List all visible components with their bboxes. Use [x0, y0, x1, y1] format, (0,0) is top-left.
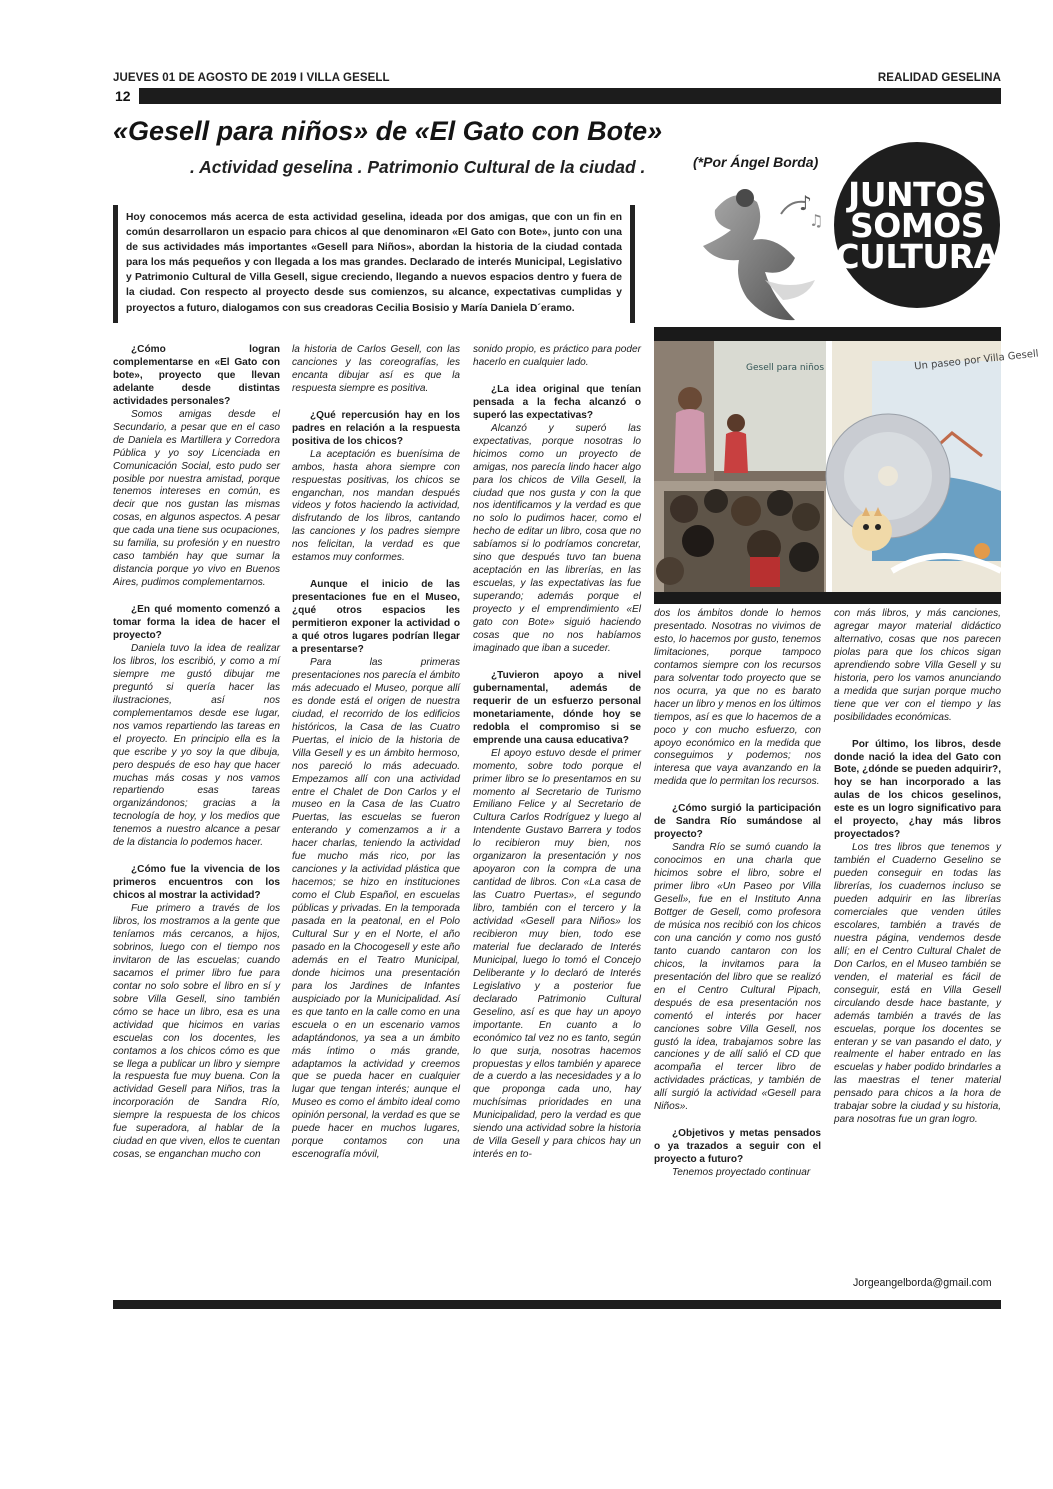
- answer-expectativas: Alcanzó y superó las expectativas, porque nosotras lo hicimos como un proyecto de amigas, nos parecía lindo hacer algo para los chicos de Villa Gesell, la ciudad que nos gusta y con la que nos identificamos y la verdad es que no solo lo pudimos hacer, como el hecho de editar un libro, cosa que no sabíamos si lo podríamos concretar, sino que después tuvo tan buena aceptación en las librerías, en las escuelas, y las expectativas las fue superando; además porque el proyecto y el emprendimiento «El gato con Bote» siguió haciendo cosas que no nos habíamos imaginado que iban a suceder.: [473, 422, 641, 654]
- question-expectativas: ¿La idea original que tenían pensada a la fecha alcanzó o superó las expectativas?: [473, 383, 641, 421]
- page-number-bar: [113, 88, 1001, 104]
- badge-line-1: JUNTOS: [847, 174, 987, 214]
- question-espacios: Aunque el inicio de las presentaciones fue en el Museo, ¿qué otros espacios les permitieron exponer la actividad o a qué otros lugares podrían llegar a presentarse?: [292, 579, 460, 656]
- page-number: 12: [113, 88, 139, 104]
- photo-top-bar: [654, 327, 1001, 341]
- article-column-5: [834, 608, 1001, 1127]
- answer-complementarse: Somos amigas desde el Secundario, a pesar que en el caso de Daniela es Martillera y Corredora Pública y yo soy Licenciada en Comunicación Social, esto pudo ser posible por nuestra amistad, porque tenemos intereses en común, es decir que nos gustan las mismas cosas, en algunos aspectos. A pesar que cada una tiene sus ocupaciones, su familia, su profesión y en nuestro caso también hay que sumar la distancia porque yo vivo en Buenos Aires, pudimos complementarnos.: [113, 408, 280, 589]
- answer-idea-proyecto: Daniela tuvo la idea de realizar los libros, los escribió, y como a mí siempre me gustó dibujar me preguntó si quería hacer las ilustraciones, así nos complementamos desde ese lugar, nos vamos repartiendo las tareas en el proyecto. En principio ella es la que escribe y yo soy la que dibuja, pero después de eso hay que hacer muchas más cosas y nos vamos repartiendo esas tareas organizándonos; gracias a la tecnología de hoy, y los medios que tenemos a nuestro alcance a pesar de la distancia lo podemos hacer.: [113, 642, 280, 849]
- dancer-illustration: [695, 180, 835, 330]
- photo1-banner-text: Gesell para niños: [746, 363, 825, 373]
- answer-sandra-rio: Sandra Río se sumó cuando la conocimos en una charla que hicimos sobre el libro, sobre el primer libro «Un Paseo por Villa Gesell», fue en el Instituto Anna Bottger de Gesell, como profesora de música nos recibió con los chicos con una canción y como nos gustó tanto cuando cantaron con los chicos, la invitamos para la presentación del libro que se realizó en el Centro Cultural Pipach, después de esa presentación nos comentó el interés por hacer canciones sobre Villa Gesell, nos gustó la idea, trabajamos sobre las canciones y de allí salió el CD que acompaña el tercer libro de actividades prácticas, y también de allí surgió la actividad «Gesell para Niños».: [654, 842, 821, 1113]
- answer-apoyo-gubernamental: El apoyo estuvo desde el primer momento, sobre todo porque el primer libro se lo presentamos en su momento al Secretario de Turismo Emiliano Felice y al Secretario de Cultura Carlos Rodríguez y luego al Intendente Gustavo Barrera y todos lo recibieron muy bien, nos organizaron la presentación y nos apoyaron con la compra de una cantidad de libros. Con «La casa de las Cuatro Puertas», el segundo libro, también con el tercero y la actividad «Gesell para Niños» los recibieron muy bien, todo ese material fue declarado de Interés Municipal, luego lo tomó el Concejo Deliberante y lo declaró de Interés Legislativo y a posterior fue declarado Patrimonio Cultural Geselino, así es que hay un apoyo importante. En cuanto a lo económico tal vez no es tanto, según lo que surja, nosotras hacemos propuestas y ellos también y aparece de a cuerdo a las necesidades y a lo que proponga cada uno, hay muchísimas prioridades en una Municipalidad, pero la verdad es que siendo una actividad sobre la historia de Villa Gesell y para chicos hay un interés en to-: [473, 747, 641, 1161]
- article-column-3: [473, 344, 641, 1162]
- answer-espacios: Para las primeras presentaciones nos parecía el ámbito más adecuado el Museo, porque allí es donde está el origen de nuestra ciudad, el recorrido de los edificios históricos, la Casa de las Cuatro Puertas, el inicio de la historia de Villa Gesell y es un ámbito hermoso, nos pareció lo más adecuado. Empezamos allí con una actividad entre el Chalet de Don Carlos y el museo en la Casa de las Cuatro Puertas, las escuelas se fueron enterando y comenzamos a ir a hacer charlas, teniendo la actividad fue mucho más rico, por las canciones y la actividad plástica que hacemos; se hizo en instituciones como el Club Español, en escuelas públicas y privadas. En la temporada pasada en la peatonal, en el Polo Cultural Sur y en el Norte, el año pasado en la Chocogesell y este año además en el Teatro Municipal, donde hicimos una presentación para los Jardines de Infantes auspiciado por la Municipalidad. Así es que tanto en la calle como en una escuela o en un escenario vamos adaptándonos, ya sea a un ámbito más íntimo o más grande, adaptamos la actividad y creemos que se pueda hacer en cualquier lugar que tengan interés; aunque el Museo es como el ámbito ideal como opinión personal, la verdad es que se puede hacer en muchos lugares, porque contamos con una escenografía móvil,: [292, 656, 460, 1161]
- article-column-2: [292, 344, 460, 1162]
- svg-text:♫: ♫: [809, 211, 824, 230]
- article-byline: (*Por Ángel Borda): [693, 154, 819, 170]
- intro-box: [113, 205, 635, 323]
- juntos-somos-cultura-badge: [834, 142, 1000, 308]
- question-repercusion-padres: ¿Qué repercusión hay en los padres en relación a la respuesta positiva de los chicos?: [292, 409, 460, 447]
- footer-bar: [113, 1300, 1001, 1309]
- answer-continued: con más libros, y más canciones, agregar mayor material didáctico alternativo, cosas que nos parecen piolas para que los chicos sigan aprendiendo sobre Villa Gesell y su historia, pero los vamos anunciando a medida que surjan porque mucho tiene que ver con el tiempo y las posibilidades económicas.: [834, 608, 1001, 723]
- header-date-place: JUEVES 01 DE AGOSTO DE 2019 I VILLA GESELL: [113, 72, 390, 84]
- photo2-book-title: Un paseo por Villa Gesell: [913, 348, 1040, 373]
- article-column-4: [654, 608, 821, 1180]
- question-complementarse: ¿Cómo logran complementarse en «El Gato con bote», proyecto que llevan adelante desde distintas actividades personales?: [113, 344, 280, 407]
- answer-libros: Los tres libros que tenemos y también el Cuaderno Geselino se pueden conseguir en todas las librerías, los cuadernos incluso se pueden adquirir en las librerías comerciales que venden útiles escolares, también a través de nuestra página, vendemos desde allí; en el Centro Cultural Chalet de Don Carlos, en el Museo también se venden, el material es fácil de conseguir, está en Villa Gesell circulando desde hace bastante, y además también a través de las escuelas, porque los docentes se enteran y se van pasando el dato, y realmente el haber entrado en las escuelas y haber podido brindarles a las maestras el tener material pensado para chicos a la hora de trabajar sobre la ciudad y su historia, para nosotras fue un gran logro.: [834, 842, 1001, 1126]
- question-objetivos: ¿Objetivos y metas pensados o ya trazados a seguir con el proyecto a futuro?: [654, 1128, 821, 1166]
- photo-book-cd: [832, 341, 1040, 592]
- author-email: Jorgeangelborda@gmail.com: [853, 1277, 992, 1289]
- badge-line-3: CULTURA: [835, 236, 999, 276]
- article-title: «Gesell para niños» de «El Gato con Bote»: [113, 116, 663, 146]
- question-libros: Por último, los libros, desde donde nació la idea del Gato con Bote, ¿dónde se pueden adquirir?, hoy se han incorporado a las aulas de los chicos geselinos, este es un logro significativo para el proyecto, ¿hay más libros proyectados?: [834, 738, 1001, 841]
- photo-bottom-bar: [654, 592, 1001, 604]
- answer-continued: sonido propio, es práctico para poder hacerlo en cualquier lado.: [473, 344, 641, 368]
- answer-continued: dos los ámbitos donde lo hemos presentado. Nosotras no vivimos de esto, lo hacemos por gusto, tenemos limitaciones, porque tampoco contamos siempre con los recursos para solventar todo proyecto que se nos ocurra, ya que no es barato hacer un libro y menos en los últimos tiempos, así es que lo hacemos de a poco y con mucho esfuerzo, con apoyo económico en la medida que conseguimos y podemos; nos interesa que vaya avanzando en la medida que lo permitan los recursos.: [654, 608, 821, 788]
- article-column-1: [113, 344, 280, 1162]
- article-subtitle: . Actividad geselina . Patrimonio Cultural de la ciudad .: [190, 157, 646, 177]
- question-apoyo-gubernamental: ¿Tuvieron apoyo a nivel gubernamental, además de requerir de un esfuerzo personal monetariamente, dónde hoy se redobla el compromiso si se emprende una causa educativa?: [473, 669, 641, 746]
- question-idea-proyecto: ¿En qué momento comenzó a tomar forma la idea de hacer el proyecto?: [113, 604, 280, 642]
- answer-objetivos: Tenemos proyectado continuar: [672, 1167, 811, 1179]
- intro-text: Hoy conocemos más acerca de esta actividad geselina, ideada por dos amigas, que con un fin en común desarrollaron un espacio para chicos al que denominaron «El Gato con Bote», junto con una de sus actividades más importantes «Gesell para Niños», abordan la historia de la ciudad contada para los más pequeños y con llegada a los mas grandes. Declarado de interés Municipal, Legislativo y Patrimonio Cultural de Villa Gesell, sigue creciendo, llegando a nuevos espacios dentro y fuera de la ciudad. Con respecto al proyecto desde sus comienzos, su alcance, expectativas cumplidas y proyectos a futuro, dialogamos con sus creadoras Cecilia Bosisio y María Daniela D´eramo.: [126, 212, 622, 314]
- svg-text:♪: ♪: [799, 191, 812, 215]
- header-publication: REALIDAD GESELINA: [877, 72, 1001, 84]
- badge-line-2: SOMOS: [850, 205, 984, 245]
- answer-continued: la historia de Carlos Gesell, con las canciones y las coreografías, les encanta dibujar así es que la respuesta siempre es positiva.: [292, 344, 460, 394]
- answer-repercusion-padres: La aceptación es buenísima de ambos, hasta ahora siempre con respuestas positivas, los chicos se enganchan, nos mandan después videos y fotos haciendo la actividad, disfrutando de los libros, cantando las canciones y los padres siempre nos felicitan, la verdad es que estamos muy conformes.: [292, 448, 460, 564]
- answer-primeros-encuentros: Fue primero a través de los libros, los mostramos a la gente que teníamos más cercanos, a hijos, sobrinos, luego con el tiempo nos invitaron de las escuelas; cuando sacamos el primer libro fue para contar no solo sobre el libro en sí y sobre Villa Gesell, sino también cómo se hace un libro, esa es una actividad que hicimos en varias escuelas con los docentes, les contamos a los chicos cómo es que se llega a publicar un libro y siempre la respuesta fue muy buena. Con la actividad Gesell para Niños, tras la incorporación de Sandra Río, siempre la respuesta de los chicos fue superadora, al hablar de la ciudad en que viven, ellos te cuentan cosas, se enganchan mucho con: [113, 903, 280, 1161]
- photo-presentation: [654, 341, 826, 592]
- question-primeros-encuentros: ¿Cómo fue la vivencia de los primeros encuentros con los chicos al mostrar la actividad?: [113, 864, 280, 902]
- question-sandra-rio: ¿Cómo surgió la participación de Sandra Río sumándose al proyecto?: [654, 803, 821, 841]
